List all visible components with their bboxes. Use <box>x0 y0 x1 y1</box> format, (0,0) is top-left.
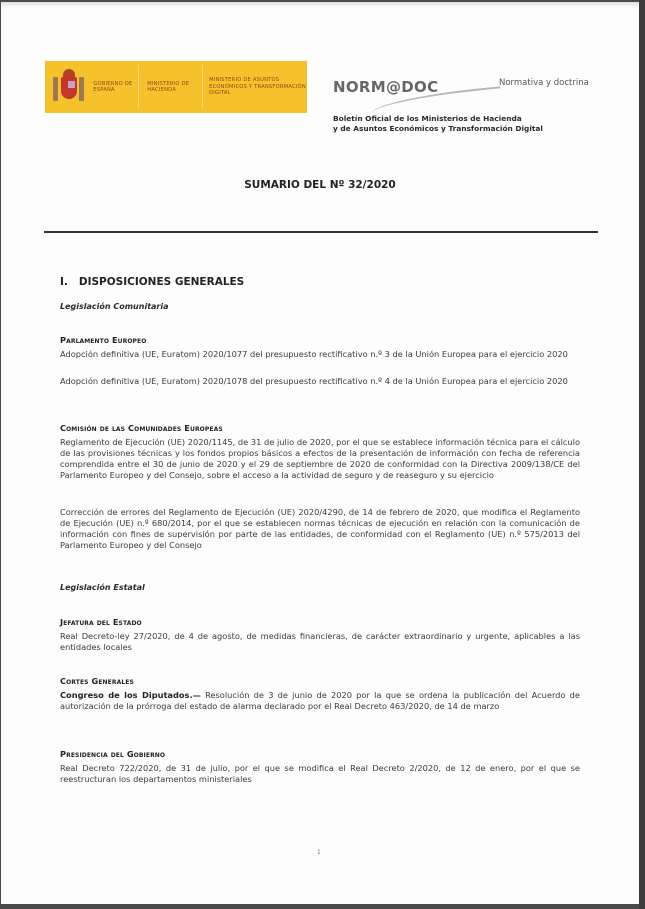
logo-divider <box>202 65 203 109</box>
entry-lead: Congreso de los Diputados.— <box>60 690 201 700</box>
entry-link[interactable]: Adopción definitiva (UE, Euratom) 2020/1078 del presupuesto rectificativo n.º 4 de la Unión Europea para el ejercicio 2020 <box>60 376 568 386</box>
document-page <box>1 2 639 904</box>
normadoc-logo-block <box>331 68 591 138</box>
organ-heading: Parlamento Europeo <box>60 335 147 345</box>
document-title: SUMARIO DEL Nº 32/2020 <box>244 179 396 191</box>
publication-name-line1: Boletín Oficial de los Ministerios de Hacienda <box>333 114 522 123</box>
normadoc-logo: NORM@DOC <box>333 78 439 96</box>
viewer-scrollbar[interactable] <box>639 0 645 909</box>
coat-of-arms-icon <box>51 67 86 107</box>
organ-heading: Comisión de las Comunidades Europeas <box>60 423 223 433</box>
entry-link[interactable] <box>60 690 580 712</box>
entry-link[interactable]: Reglamento de Ejecución (UE) 2020/1145, de 31 de julio de 2020, por el que se establece información técnica para el cálculo de las provisiones técnicas y los fondos propios básicos a efectos de la presentación de información con fecha de referencia comprendida entre el 30 de junio de 2020 y el 29 de septiembre de 2020 de conformidad con la Directiva 2009/138/CE del Parlamento Europeo y del Consejo, sobre el acceso a la actividad de seguro y de reaseguro y su ejercicio <box>60 437 580 480</box>
entry-link[interactable]: Corrección de errores del Reglamento de Ejecución (UE) 2020/4290, de 14 de febrero de 2020, que modifica el Reglamento de Ejecución (UE) n.º 680/2014, por el que se establecen normas técnicas de ejecución en relación con la comunicación de información con fines de supervisión por parte de las entidades, de conformidad con el Reglamento (UE) n.º 575/2013 del Parlamento Europeo y del Consejo <box>60 507 580 550</box>
government-logo-banner <box>45 61 307 113</box>
normadoc-tagline: Normativa y doctrina <box>499 78 589 88</box>
gov-logo-text-economia: MINISTERIO DE ASUNTOS ECONÓMICOS Y TRANSFORMACIÓN DIGITAL <box>209 77 306 97</box>
organ-heading: Presidencia del Gobierno <box>60 749 166 759</box>
gov-logo-text-gobierno: GOBIERNO DE ESPAÑA <box>93 80 133 93</box>
entry-link[interactable]: Real Decreto-ley 27/2020, de 4 de agosto, de medidas financieras, de carácter extraordinario y urgente, aplicables a las entidades locales <box>60 631 580 652</box>
horizontal-rule <box>44 231 598 233</box>
page-number: 1 <box>317 849 321 856</box>
section-title: I. DISPOSICIONES GENERALES <box>60 276 245 288</box>
gov-logo-text-hacienda: MINISTERIO DE HACIENDA <box>147 80 190 93</box>
subsection-title: Legislación Estatal <box>60 583 145 592</box>
logo-divider <box>138 65 139 109</box>
organ-heading: Jefatura del Estado <box>60 617 142 627</box>
entry-link[interactable]: Real Decreto 722/2020, de 31 de julio, por el que se modifica el Real Decreto 2/2020, de 12 de enero, por el que se reestructuran los departamentos ministeriales <box>60 763 580 784</box>
publication-name-line2: y de Asuntos Económicos y Transformación Digital <box>333 124 543 133</box>
publication-name <box>333 114 543 134</box>
entry-text: Resolución de 3 de junio de 2020 por la que se ordena la publicación del Acuerdo de autorización de la prórroga del estado de alarma declarado por el Real Decreto 463/2020, de 14 de marzo <box>60 690 580 711</box>
organ-heading: Cortes Generales <box>60 676 134 686</box>
entry-link[interactable]: Adopción definitiva (UE, Euratom) 2020/1077 del presupuesto rectificativo n.º 3 de la Unión Europea para el ejercicio 2020 <box>60 349 568 359</box>
subsection-title: Legislación Comunitaria <box>60 302 169 311</box>
